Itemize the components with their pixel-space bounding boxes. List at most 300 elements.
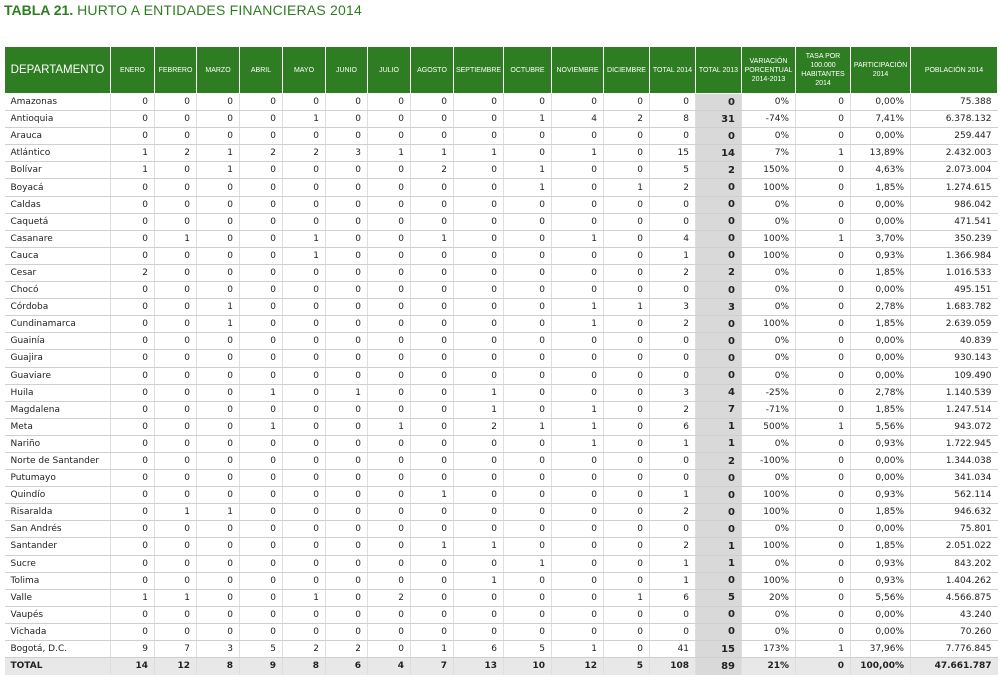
- table-cell: 0: [552, 384, 604, 401]
- department-name: Meta: [5, 418, 111, 435]
- table-cell: 0: [283, 162, 326, 179]
- table-cell: 0: [604, 401, 650, 418]
- table-cell: 1: [411, 538, 454, 555]
- table-cell: 0: [368, 94, 411, 111]
- table-cell: 0: [197, 538, 240, 555]
- table-cell: 2,78%: [851, 299, 911, 316]
- table-cell: 0: [796, 589, 851, 606]
- table-cell: 0: [368, 162, 411, 179]
- table-cell: 0: [796, 401, 851, 418]
- table-cell: 3: [696, 299, 742, 316]
- table-cell: 0: [454, 111, 504, 128]
- table-cell: 0,00%: [851, 350, 911, 367]
- department-name: TOTAL: [5, 658, 111, 675]
- table-cell: 0: [240, 179, 283, 196]
- table-cell: 0: [155, 401, 197, 418]
- column-header: JULIO: [368, 47, 411, 94]
- table-cell: 2.639.059: [911, 316, 998, 333]
- table-cell: -71%: [742, 401, 796, 418]
- table-cell: 0: [155, 247, 197, 264]
- table-cell: 1: [650, 435, 696, 452]
- table-cell: 70.260: [911, 623, 998, 640]
- department-name: Cundinamarca: [5, 316, 111, 333]
- table-cell: 9: [240, 658, 283, 675]
- table-cell: 0: [696, 128, 742, 145]
- table-cell: 0: [696, 282, 742, 299]
- table-cell: 0: [650, 94, 696, 111]
- table-cell: 1: [111, 162, 155, 179]
- table-cell: 0: [411, 401, 454, 418]
- department-name: Guaviare: [5, 367, 111, 384]
- table-cell: 0: [411, 350, 454, 367]
- table-cell: 1.140.539: [911, 384, 998, 401]
- table-cell: 0: [155, 299, 197, 316]
- table-cell: 0: [197, 521, 240, 538]
- table-cell: 1: [326, 384, 368, 401]
- table-cell: 2.432.003: [911, 145, 998, 162]
- table-cell: 5,56%: [851, 589, 911, 606]
- table-cell: 4: [650, 230, 696, 247]
- table-cell: 2: [696, 452, 742, 469]
- table-cell: 943.072: [911, 418, 998, 435]
- table-cell: 0: [552, 350, 604, 367]
- table-row: [5, 179, 998, 196]
- table-cell: 0: [111, 504, 155, 521]
- table-cell: 1: [696, 435, 742, 452]
- table-cell: 5: [504, 641, 552, 658]
- department-name: Nariño: [5, 435, 111, 452]
- table-cell: 0: [368, 504, 411, 521]
- table-number: TABLA 21.: [4, 2, 74, 18]
- table-cell: 0: [552, 333, 604, 350]
- table-cell: 1: [650, 247, 696, 264]
- table-cell: 0%: [742, 470, 796, 487]
- table-cell: 0: [604, 213, 650, 230]
- table-cell: 0: [240, 213, 283, 230]
- table-cell: 341.034: [911, 470, 998, 487]
- department-name: Amazonas: [5, 94, 111, 111]
- department-name: San Andrés: [5, 521, 111, 538]
- table-cell: 2: [111, 264, 155, 281]
- table-cell: 0: [240, 94, 283, 111]
- table-cell: 0: [197, 247, 240, 264]
- table-cell: 0,93%: [851, 487, 911, 504]
- table-cell: 100%: [742, 247, 796, 264]
- table-cell: 0: [240, 162, 283, 179]
- table-cell: 0: [326, 333, 368, 350]
- table-cell: 3: [650, 384, 696, 401]
- table-cell: 0: [283, 179, 326, 196]
- table-cell: 0: [197, 333, 240, 350]
- table-cell: 0: [111, 247, 155, 264]
- table-cell: 0: [155, 333, 197, 350]
- table-cell: 0: [504, 196, 552, 213]
- table-cell: 0: [696, 623, 742, 640]
- table-cell: 2.073.004: [911, 162, 998, 179]
- table-cell: 100%: [742, 316, 796, 333]
- table-cell: 0,00%: [851, 452, 911, 469]
- table-cell: 0: [326, 452, 368, 469]
- table-cell: 0: [283, 470, 326, 487]
- table-cell: 43.240: [911, 606, 998, 623]
- table-cell: 0: [650, 452, 696, 469]
- department-name: Vaupés: [5, 606, 111, 623]
- table-cell: 0: [326, 230, 368, 247]
- table-cell: 40.839: [911, 333, 998, 350]
- table-cell: -100%: [742, 452, 796, 469]
- table-row: [5, 196, 998, 213]
- table-cell: 4: [696, 384, 742, 401]
- table-cell: -74%: [742, 111, 796, 128]
- table-cell: 0: [197, 572, 240, 589]
- table-cell: 0%: [742, 264, 796, 281]
- table-cell: 15: [696, 641, 742, 658]
- table-cell: 0: [197, 384, 240, 401]
- table-cell: 0: [650, 213, 696, 230]
- table-cell: 0: [454, 162, 504, 179]
- table-cell: 0: [796, 658, 851, 675]
- table-cell: 12: [155, 658, 197, 675]
- table-cell: 0: [111, 367, 155, 384]
- table-cell: 0: [283, 555, 326, 572]
- table-cell: 0: [368, 487, 411, 504]
- table-cell: 0: [111, 487, 155, 504]
- table-cell: 1: [155, 504, 197, 521]
- table-cell: 7%: [742, 145, 796, 162]
- table-cell: 946.632: [911, 504, 998, 521]
- table-cell: 0: [604, 623, 650, 640]
- table-cell: 0: [411, 333, 454, 350]
- table-cell: 0: [111, 196, 155, 213]
- table-cell: 0: [111, 316, 155, 333]
- table-cell: 0: [504, 367, 552, 384]
- table-cell: 3: [197, 641, 240, 658]
- table-cell: 0: [326, 606, 368, 623]
- table-cell: 0: [796, 282, 851, 299]
- table-cell: 0: [240, 470, 283, 487]
- table-cell: 0: [368, 606, 411, 623]
- table-cell: 0: [111, 299, 155, 316]
- table-cell: 0: [604, 418, 650, 435]
- table-cell: 0,93%: [851, 247, 911, 264]
- table-cell: 0: [454, 589, 504, 606]
- table-cell: 0: [504, 452, 552, 469]
- table-cell: 100%: [742, 504, 796, 521]
- department-name: Risaralda: [5, 504, 111, 521]
- table-cell: 0: [411, 521, 454, 538]
- table-cell: 0: [197, 367, 240, 384]
- table-cell: 0: [454, 316, 504, 333]
- table-cell: 0%: [742, 435, 796, 452]
- table-cell: 0: [454, 179, 504, 196]
- table-cell: 0: [283, 418, 326, 435]
- table-cell: 0: [552, 282, 604, 299]
- table-cell: 0: [368, 350, 411, 367]
- table-cell: 0: [283, 350, 326, 367]
- table-cell: 0: [504, 504, 552, 521]
- column-header: ENERO: [111, 47, 155, 94]
- table-cell: 0: [552, 589, 604, 606]
- table-cell: 0,00%: [851, 367, 911, 384]
- table-cell: 0: [111, 128, 155, 145]
- table-cell: 1: [650, 572, 696, 589]
- table-cell: 0: [368, 538, 411, 555]
- table-cell: 0: [111, 384, 155, 401]
- table-cell: 2: [283, 145, 326, 162]
- theft-table: [4, 46, 998, 675]
- table-cell: 1: [650, 487, 696, 504]
- department-name: Tolima: [5, 572, 111, 589]
- table-cell: 0: [504, 230, 552, 247]
- table-cell: 0: [197, 606, 240, 623]
- table-cell: 0: [411, 555, 454, 572]
- table-cell: 0: [326, 111, 368, 128]
- table-cell: 1: [552, 641, 604, 658]
- table-cell: 0: [454, 435, 504, 452]
- column-header: NOVIEMBRE: [552, 47, 604, 94]
- table-cell: 0: [604, 128, 650, 145]
- column-header: JUNIO: [326, 47, 368, 94]
- table-cell: 0: [283, 333, 326, 350]
- table-cell: 0: [326, 435, 368, 452]
- table-cell: 0,00%: [851, 282, 911, 299]
- table-cell: 0: [197, 179, 240, 196]
- table-cell: 0: [240, 452, 283, 469]
- table-cell: 0,00%: [851, 470, 911, 487]
- table-cell: 0: [454, 282, 504, 299]
- table-cell: 0: [155, 367, 197, 384]
- table-cell: 0: [504, 247, 552, 264]
- table-name: HURTO A ENTIDADES FINANCIERAS 2014: [77, 2, 362, 18]
- table-cell: 0: [411, 452, 454, 469]
- table-cell: 20%: [742, 589, 796, 606]
- table-cell: 0: [696, 470, 742, 487]
- table-cell: 0: [604, 230, 650, 247]
- table-cell: 1: [604, 589, 650, 606]
- table-cell: 0: [368, 401, 411, 418]
- table-cell: 0: [552, 470, 604, 487]
- department-name: Chocó: [5, 282, 111, 299]
- table-cell: 0: [552, 504, 604, 521]
- table-cell: 2.051.022: [911, 538, 998, 555]
- table-cell: 7: [155, 641, 197, 658]
- table-row: [5, 128, 998, 145]
- table-cell: 3: [326, 145, 368, 162]
- department-name: Casanare: [5, 230, 111, 247]
- table-cell: 0: [454, 299, 504, 316]
- table-cell: 0: [696, 213, 742, 230]
- table-cell: 0,93%: [851, 572, 911, 589]
- table-row: [5, 333, 998, 350]
- table-cell: 0: [155, 623, 197, 640]
- table-cell: 0%: [742, 128, 796, 145]
- table-cell: 1,85%: [851, 179, 911, 196]
- table-cell: 0: [552, 521, 604, 538]
- table-cell: 0: [111, 282, 155, 299]
- table-cell: 0: [111, 452, 155, 469]
- column-header: MAYO: [283, 47, 326, 94]
- table-cell: 0: [604, 538, 650, 555]
- table-cell: 0: [552, 196, 604, 213]
- table-cell: 0: [411, 111, 454, 128]
- table-cell: 0: [197, 282, 240, 299]
- table-cell: 0,00%: [851, 94, 911, 111]
- table-cell: 0: [411, 367, 454, 384]
- table-cell: 0: [411, 247, 454, 264]
- table-cell: 0: [368, 470, 411, 487]
- table-cell: 2: [454, 418, 504, 435]
- table-cell: 0,93%: [851, 435, 911, 452]
- table-cell: 0: [155, 111, 197, 128]
- table-cell: 0: [552, 94, 604, 111]
- table-cell: 0,93%: [851, 555, 911, 572]
- table-cell: 0: [197, 589, 240, 606]
- table-cell: 0: [240, 299, 283, 316]
- department-name: Quindío: [5, 487, 111, 504]
- table-cell: 0: [604, 196, 650, 213]
- table-cell: 0: [240, 230, 283, 247]
- table-cell: 0: [240, 435, 283, 452]
- table-cell: 0: [796, 606, 851, 623]
- table-cell: 0: [411, 418, 454, 435]
- table-cell: 0: [696, 367, 742, 384]
- table-cell: 0: [552, 179, 604, 196]
- table-cell: 0: [696, 94, 742, 111]
- table-row: [5, 401, 998, 418]
- table-cell: 1: [240, 384, 283, 401]
- table-cell: 31: [696, 111, 742, 128]
- table-cell: 0: [111, 623, 155, 640]
- table-cell: 41: [650, 641, 696, 658]
- table-cell: 0: [796, 94, 851, 111]
- table-cell: 0: [454, 470, 504, 487]
- table-cell: 0: [155, 538, 197, 555]
- table-cell: 0: [326, 179, 368, 196]
- table-cell: 0: [411, 435, 454, 452]
- column-header: VARIACIÓN PORCENTUAL 2014-2013: [742, 47, 796, 94]
- table-cell: 0: [326, 247, 368, 264]
- table-cell: 6.378.132: [911, 111, 998, 128]
- table-cell: 3,70%: [851, 230, 911, 247]
- table-cell: 1: [197, 145, 240, 162]
- table-cell: 0: [326, 487, 368, 504]
- table-cell: 0: [604, 470, 650, 487]
- table-row: [5, 606, 998, 623]
- table-cell: 1: [504, 418, 552, 435]
- department-name: Cauca: [5, 247, 111, 264]
- table-cell: 0: [796, 316, 851, 333]
- table-cell: 0: [696, 247, 742, 264]
- table-cell: 0: [368, 641, 411, 658]
- table-cell: 0: [283, 623, 326, 640]
- table-cell: 0: [604, 572, 650, 589]
- column-header: OCTUBRE: [504, 47, 552, 94]
- table-cell: 1,85%: [851, 401, 911, 418]
- table-cell: 0: [411, 316, 454, 333]
- table-cell: 0: [604, 247, 650, 264]
- table-cell: 109.490: [911, 367, 998, 384]
- department-name: Vichada: [5, 623, 111, 640]
- department-name: Cesar: [5, 264, 111, 281]
- table-cell: 0: [283, 264, 326, 281]
- table-cell: 0: [504, 589, 552, 606]
- table-cell: 100%: [742, 572, 796, 589]
- table-cell: 5: [240, 641, 283, 658]
- table-cell: 0: [240, 555, 283, 572]
- table-row: [5, 384, 998, 401]
- table-cell: 0,00%: [851, 521, 911, 538]
- table-cell: 0: [454, 333, 504, 350]
- table-row: [5, 316, 998, 333]
- table-cell: 1.366.984: [911, 247, 998, 264]
- table-cell: 0: [504, 606, 552, 623]
- table-cell: 0: [155, 128, 197, 145]
- table-cell: 1: [283, 247, 326, 264]
- table-cell: 1: [552, 435, 604, 452]
- table-cell: 0: [454, 367, 504, 384]
- table-cell: 89: [696, 658, 742, 675]
- table-cell: 5,56%: [851, 418, 911, 435]
- table-cell: 0: [796, 572, 851, 589]
- table-cell: 0: [283, 487, 326, 504]
- table-cell: 13: [454, 658, 504, 675]
- table-cell: 0: [411, 384, 454, 401]
- table-title: [4, 2, 362, 22]
- table-body: [5, 94, 998, 675]
- table-cell: 2: [326, 641, 368, 658]
- table-cell: 4.566.875: [911, 589, 998, 606]
- table-cell: 7: [696, 401, 742, 418]
- table-cell: 0: [504, 145, 552, 162]
- table-cell: 843.202: [911, 555, 998, 572]
- table-cell: 0: [326, 401, 368, 418]
- table-cell: 0: [796, 333, 851, 350]
- table-cell: 12: [552, 658, 604, 675]
- table-cell: 0: [504, 264, 552, 281]
- table-cell: 471.541: [911, 213, 998, 230]
- table-cell: 0: [155, 470, 197, 487]
- table-cell: 0: [368, 179, 411, 196]
- table-cell: 0: [197, 94, 240, 111]
- table-cell: 0: [696, 606, 742, 623]
- table-cell: 0: [240, 589, 283, 606]
- table-cell: 0: [326, 623, 368, 640]
- table-row: [5, 213, 998, 230]
- table-cell: 0: [111, 521, 155, 538]
- table-cell: 0: [240, 128, 283, 145]
- table-cell: 0: [283, 196, 326, 213]
- table-cell: 100%: [742, 230, 796, 247]
- table-cell: 4: [552, 111, 604, 128]
- table-cell: 0: [796, 367, 851, 384]
- table-cell: 0: [504, 384, 552, 401]
- table-cell: 10: [504, 658, 552, 675]
- table-cell: 0: [504, 623, 552, 640]
- table-cell: 0: [604, 452, 650, 469]
- table-cell: 0: [552, 538, 604, 555]
- table-cell: 6: [650, 418, 696, 435]
- table-cell: 1: [552, 145, 604, 162]
- column-header: PARTICIPACIÓN 2014: [851, 47, 911, 94]
- table-cell: 7.776.845: [911, 641, 998, 658]
- table-cell: 0: [326, 94, 368, 111]
- table-cell: 0: [283, 435, 326, 452]
- table-cell: 0: [368, 213, 411, 230]
- table-cell: 1: [504, 111, 552, 128]
- table-cell: 0: [504, 487, 552, 504]
- department-name: Huila: [5, 384, 111, 401]
- table-cell: 0: [326, 470, 368, 487]
